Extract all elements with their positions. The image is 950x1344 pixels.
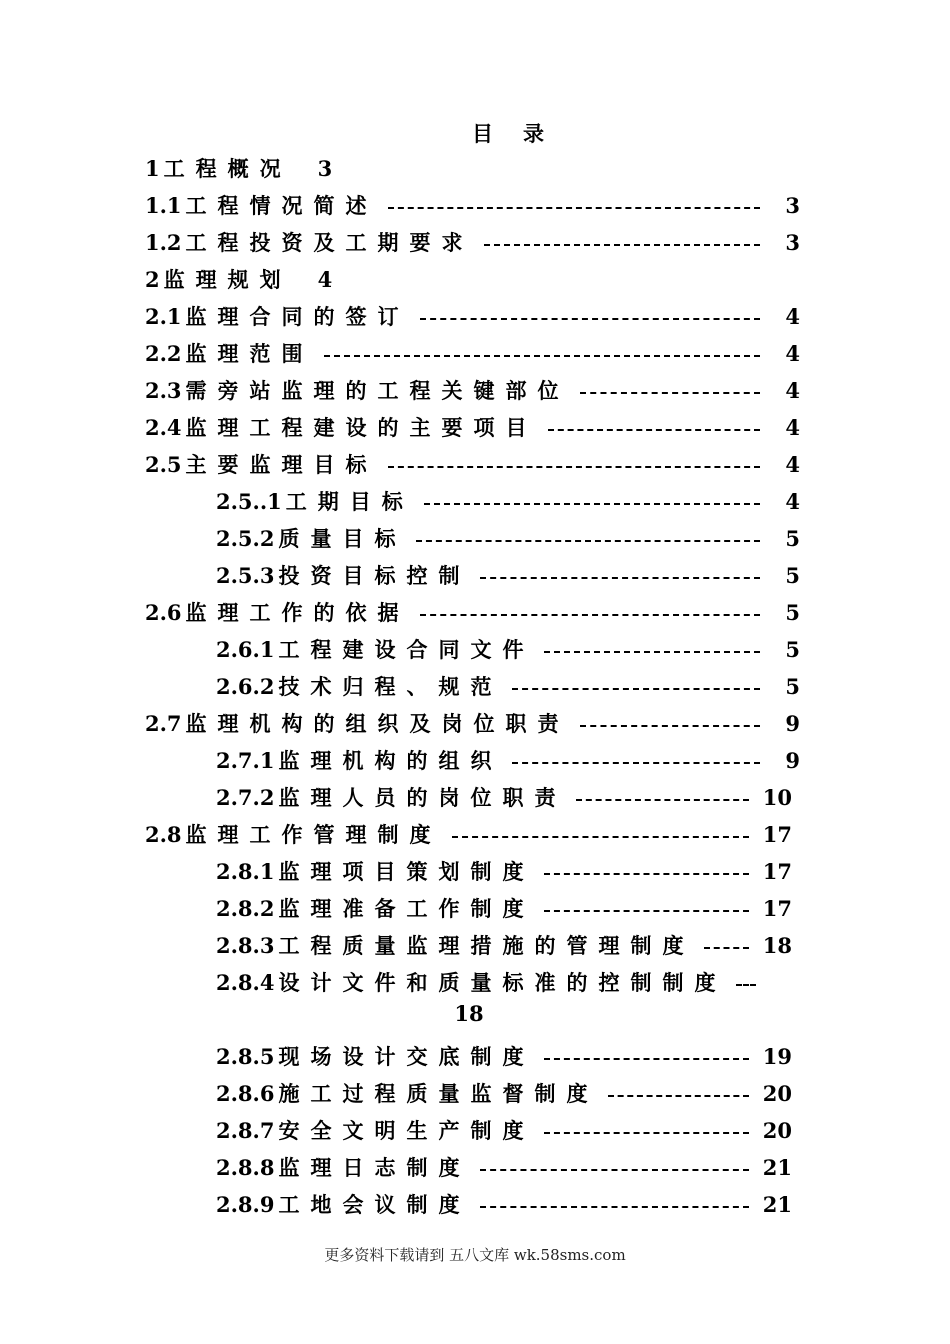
toc-entry[interactable] xyxy=(145,372,800,409)
toc-entry-number: 2.5.3 xyxy=(216,563,275,588)
toc-entry-number: 2.8.4 xyxy=(216,970,275,995)
toc-entry-title: 监理准备工作制度 xyxy=(278,896,535,921)
toc-entry-page: 9 xyxy=(785,711,800,736)
toc-entry-number: 2.5 xyxy=(145,452,182,477)
toc-entry[interactable] xyxy=(145,446,800,483)
toc-entry-page: 5 xyxy=(785,600,800,625)
footer-text: 更多资料下载请到 五八文库 wk.58sms.com xyxy=(324,1246,626,1264)
toc-entry-title: 监理范围 xyxy=(185,341,314,366)
toc-entry[interactable] xyxy=(145,335,800,372)
dot-leader xyxy=(736,984,756,986)
toc-entry-number: 2.8.8 xyxy=(216,1155,275,1180)
toc-entry-title: 投资目标控制 xyxy=(278,563,471,588)
dot-leader xyxy=(608,1095,748,1097)
toc-entry-page: 5 xyxy=(785,563,800,588)
dot-leader xyxy=(324,355,760,357)
dot-leader xyxy=(420,318,760,320)
dot-leader xyxy=(480,577,760,579)
toc-entry-number: 2.4 xyxy=(145,415,182,440)
toc-entry-page: 4 xyxy=(317,267,333,292)
toc-entry-page: 5 xyxy=(785,674,800,699)
toc-entry-number: 2.6 xyxy=(145,600,182,625)
toc-entry-number: 2.8.9 xyxy=(216,1192,275,1217)
dot-leader xyxy=(512,762,760,764)
toc-entry[interactable] xyxy=(145,705,800,742)
dot-leader xyxy=(388,207,760,209)
toc-title: 目录 xyxy=(472,121,574,146)
toc-entry[interactable] xyxy=(216,964,795,1001)
toc-entry-number: 1 xyxy=(145,156,160,181)
toc-entry-number: 2.3 xyxy=(145,378,182,403)
toc-entry[interactable] xyxy=(216,779,792,816)
toc-entry-page: 3 xyxy=(785,230,800,255)
toc-entry-title: 技术归程、规范 xyxy=(278,674,503,699)
dot-leader xyxy=(580,392,760,394)
toc-entry[interactable] xyxy=(145,409,800,446)
toc-entry-number: 2.2 xyxy=(145,341,182,366)
toc-entry-page: 18 xyxy=(762,933,792,958)
toc-entry[interactable] xyxy=(145,594,800,631)
toc-entry[interactable] xyxy=(216,742,800,779)
toc-entry[interactable] xyxy=(145,187,800,224)
toc-entry[interactable] xyxy=(145,298,800,335)
toc-entry-number: 2.8.7 xyxy=(216,1118,275,1143)
toc-entry-page: 21 xyxy=(762,1192,792,1217)
toc-entry-number: 2.5.2 xyxy=(216,526,275,551)
toc-entry-number: 2.1 xyxy=(145,304,182,329)
dot-leader xyxy=(580,725,760,727)
toc-entry-title: 施工过程质量监督制度 xyxy=(278,1081,599,1106)
toc-entry-title: 监理工作的依据 xyxy=(185,600,410,625)
toc-entry-title: 监理规划 xyxy=(163,267,292,292)
dot-leader xyxy=(388,466,760,468)
toc-entry[interactable] xyxy=(216,853,792,890)
toc-entry-title: 工程质量监理措施的管理制度 xyxy=(278,933,695,958)
toc-entry[interactable] xyxy=(216,1038,792,1075)
toc-entry-page: 21 xyxy=(762,1155,792,1180)
toc-entry[interactable] xyxy=(145,224,800,261)
toc-entry-page: 5 xyxy=(785,637,800,662)
toc-entry-page: 3 xyxy=(317,156,333,181)
dot-leader xyxy=(544,873,748,875)
toc-entry-title: 质量目标 xyxy=(278,526,407,551)
toc-entry[interactable] xyxy=(145,150,332,187)
toc-entry-title: 主要监理目标 xyxy=(185,452,378,477)
toc-entry-number: 2.6.1 xyxy=(216,637,275,662)
dot-leader xyxy=(416,540,760,542)
toc-entry-title: 监理日志制度 xyxy=(278,1155,471,1180)
toc-entry-number: 2.5..1 xyxy=(216,489,282,514)
toc-entry-page: 20 xyxy=(762,1118,792,1143)
dot-leader xyxy=(544,910,748,912)
toc-entry[interactable] xyxy=(216,1186,792,1223)
toc-entry-title: 监理机构的组织 xyxy=(278,748,503,773)
toc-entry-page: 4 xyxy=(785,415,800,440)
toc-entry-title: 工地会议制度 xyxy=(278,1192,471,1217)
toc-entry[interactable] xyxy=(145,816,792,853)
toc-entry-page: 9 xyxy=(785,748,800,773)
toc-entry[interactable] xyxy=(216,927,792,964)
toc-entry-page: 10 xyxy=(762,785,792,810)
dot-leader xyxy=(420,614,760,616)
toc-entry-number: 2.6.2 xyxy=(216,674,275,699)
toc-entry-title: 监理合同的签订 xyxy=(185,304,410,329)
toc-entry-page: 5 xyxy=(785,526,800,551)
toc-entry-number: 2.8.5 xyxy=(216,1044,275,1069)
dot-leader xyxy=(480,1169,748,1171)
toc-entry-title: 监理工程建设的主要项目 xyxy=(185,415,538,440)
dot-leader xyxy=(544,1132,748,1134)
toc-entry-page: 4 xyxy=(785,341,800,366)
toc-entry-page: 18 xyxy=(454,1001,484,1026)
toc-entry-number: 2.8.2 xyxy=(216,896,275,921)
toc-entry-page: 4 xyxy=(785,452,800,477)
toc-entry-title: 工程情况简述 xyxy=(185,193,378,218)
dot-leader xyxy=(704,947,748,949)
toc-entry-title: 监理工作管理制度 xyxy=(185,822,442,847)
toc-entry-title: 工程概况 xyxy=(163,156,292,181)
toc-entry-title: 工程建设合同文件 xyxy=(278,637,535,662)
dot-leader xyxy=(424,503,760,505)
toc-entry-page: 17 xyxy=(762,859,792,884)
toc-entry-page: 3 xyxy=(785,193,800,218)
toc-entry-title: 工期目标 xyxy=(285,489,414,514)
toc-entry[interactable] xyxy=(216,1075,792,1112)
toc-entry-title: 设计文件和质量标准的控制制度 xyxy=(278,970,727,995)
toc-entry-number: 2.7 xyxy=(145,711,182,736)
toc-entry-number: 2 xyxy=(145,267,160,292)
toc-entry[interactable] xyxy=(216,520,800,557)
toc-entry-title: 监理项目策划制度 xyxy=(278,859,535,884)
toc-entry[interactable] xyxy=(145,261,332,298)
toc-entry[interactable] xyxy=(216,631,800,668)
toc-entry[interactable] xyxy=(216,1149,792,1186)
toc-entry-number: 2.8 xyxy=(145,822,182,847)
toc-entry-title: 现场设计交底制度 xyxy=(278,1044,535,1069)
toc-entry-number: 1.2 xyxy=(145,230,182,255)
dot-leader xyxy=(544,651,760,653)
toc-entry-number: 2.8.3 xyxy=(216,933,275,958)
dot-leader xyxy=(484,244,760,246)
toc-entry[interactable] xyxy=(216,557,800,594)
toc-entry-number: 1.1 xyxy=(145,193,182,218)
toc-entry-page: 17 xyxy=(762,896,792,921)
toc-entry-page: 17 xyxy=(762,822,792,847)
toc-entry-title: 工程投资及工期要求 xyxy=(185,230,474,255)
toc-entry[interactable] xyxy=(216,1112,792,1149)
dot-leader xyxy=(544,1058,748,1060)
toc-entry-title: 需旁站监理的工程关键部位 xyxy=(185,378,570,403)
toc-entry[interactable] xyxy=(216,483,800,520)
toc-entry-title: 安全文明生产制度 xyxy=(278,1118,535,1143)
toc-entry-title: 监理人员的岗位职责 xyxy=(278,785,567,810)
dot-leader xyxy=(548,429,760,431)
toc-entry[interactable] xyxy=(216,668,800,705)
toc-entry-page: 4 xyxy=(785,304,800,329)
toc-entry-page: 4 xyxy=(785,378,800,403)
toc-entry-number: 2.7.2 xyxy=(216,785,275,810)
dot-leader xyxy=(576,799,748,801)
toc-entry-number: 2.8.6 xyxy=(216,1081,275,1106)
toc-entry-number: 2.8.1 xyxy=(216,859,275,884)
toc-entry-page: 20 xyxy=(762,1081,792,1106)
dot-leader xyxy=(480,1206,748,1208)
dot-leader xyxy=(452,836,749,838)
toc-entry-page: 19 xyxy=(762,1044,792,1069)
toc-entry-title: 监理机构的组织及岗位职责 xyxy=(185,711,570,736)
dot-leader xyxy=(512,688,760,690)
toc-entry-number: 2.7.1 xyxy=(216,748,275,773)
toc-entry-page: 4 xyxy=(785,489,800,514)
toc-entry[interactable] xyxy=(216,890,792,927)
